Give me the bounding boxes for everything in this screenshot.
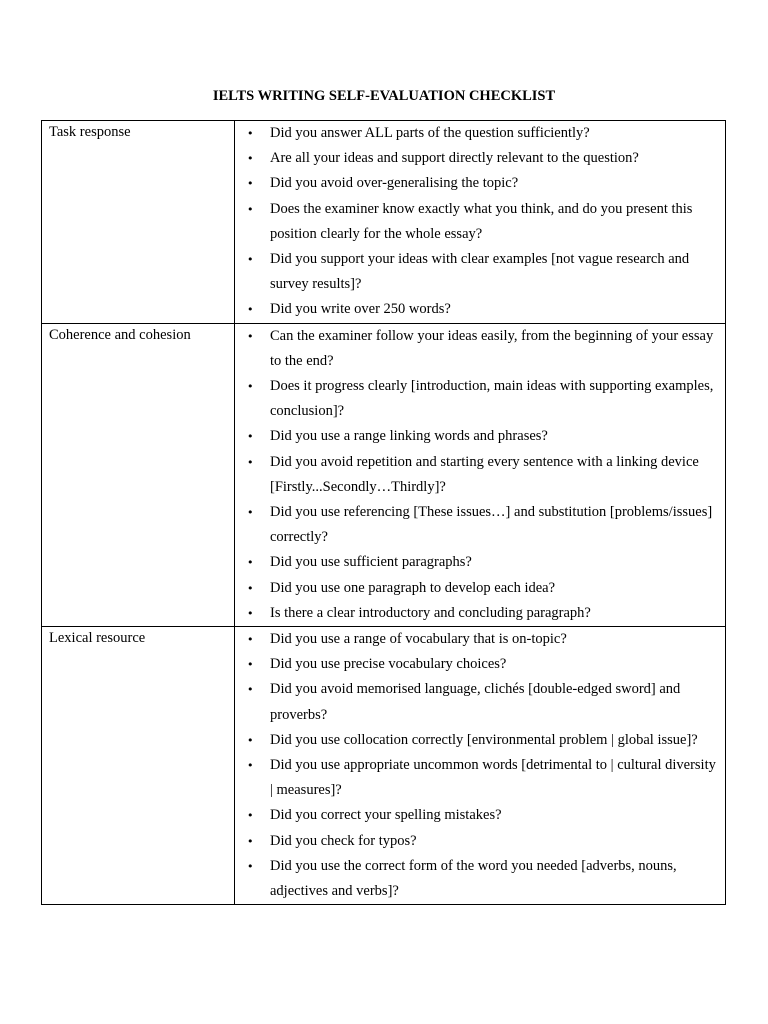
- question-item: • Did you correct your spelling mistakes?: [235, 803, 725, 828]
- question-item: • Did you use the correct form of the word you needed [adverbs, nouns, adjectives and verbs]?: [235, 854, 725, 904]
- section-row-task-response: [42, 121, 726, 324]
- question-item: • Did you answer ALL parts of the question sufficiently?: [235, 121, 725, 146]
- question-item: • Did you avoid over-generalising the topic?: [235, 171, 725, 196]
- question-item: • Did you write over 250 words?: [235, 297, 725, 322]
- question-item: • Did you check for typos?: [235, 829, 725, 854]
- category-label: Task response: [42, 121, 235, 324]
- question-item: • Did you support your ideas with clear examples [not vague research and survey results]?: [235, 247, 725, 297]
- question-item: • Does it progress clearly [introduction, main ideas with supporting examples, conclusion]?: [235, 374, 725, 424]
- question-item: • Did you use a range linking words and phrases?: [235, 424, 725, 449]
- question-list: [235, 121, 725, 323]
- question-item: • Did you use referencing [These issues…] and substitution [problems/issues] correctly?: [235, 500, 725, 550]
- question-item: • Did you use precise vocabulary choices?: [235, 652, 725, 677]
- question-item: • Did you avoid memorised language, clichés [double-edged sword] and proverbs?: [235, 677, 725, 727]
- checklist-table: [41, 120, 726, 905]
- question-list: [235, 627, 725, 904]
- section-row-coherence-and-cohesion: [42, 323, 726, 626]
- questions-cell: [235, 627, 726, 905]
- question-item: • Did you use appropriate uncommon words [detrimental to | cultural diversity | measures]?: [235, 753, 725, 803]
- page-title: IELTS WRITING SELF-EVALUATION CHECKLIST: [212, 88, 556, 104]
- question-item: • Did you avoid repetition and starting every sentence with a linking device [Firstly...Secondly…Thirdly]?: [235, 450, 725, 500]
- question-item: • Can the examiner follow your ideas easily, from the beginning of your essay to the end?: [235, 324, 725, 374]
- question-item: • Are all your ideas and support directly relevant to the question?: [235, 146, 725, 171]
- category-label: Coherence and cohesion: [42, 323, 235, 626]
- category-label: Lexical resource: [42, 627, 235, 905]
- section-row-lexical-resource: [42, 627, 726, 905]
- question-item: • Is there a clear introductory and concluding paragraph?: [235, 601, 725, 626]
- question-item: • Did you use a range of vocabulary that is on-topic?: [235, 627, 725, 652]
- question-item: • Did you use one paragraph to develop each idea?: [235, 576, 725, 601]
- question-item: • Does the examiner know exactly what you think, and do you present this position clearly for the whole essay?: [235, 197, 725, 247]
- question-item: • Did you use sufficient paragraphs?: [235, 550, 725, 575]
- questions-cell: [235, 323, 726, 626]
- question-list: [235, 324, 725, 626]
- question-item: • Did you use collocation correctly [environmental problem | global issue]?: [235, 728, 725, 753]
- questions-cell: [235, 121, 726, 324]
